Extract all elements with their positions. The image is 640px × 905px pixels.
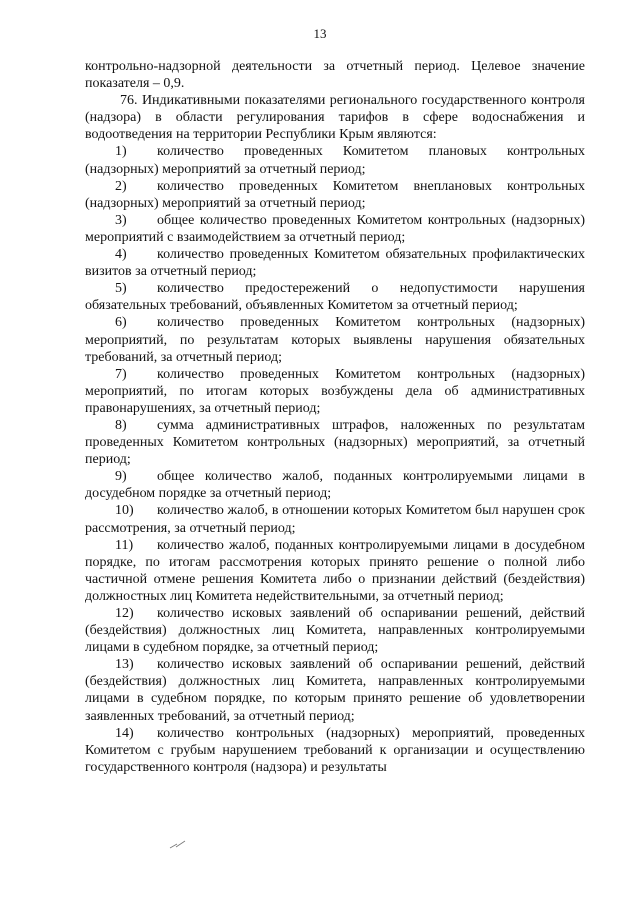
item-text: количество контрольных (надзорных) мероприятий, проведенных Комитетом с грубым нарушением требований к организации и осуществлению государственного контроля (надзора) и результаты xyxy=(85,725,585,775)
list-item xyxy=(85,605,585,656)
list-item xyxy=(85,725,585,776)
item-text: общее количество жалоб, поданных контролируемыми лицами в досудебном порядке за отчетный период; xyxy=(85,469,585,502)
paragraph-76: 76. Индикативными показателями регионального государственного контроля (надзора) в области регулирования тарифов в сфере водоснабжения и водоотведения на территории Республики Крым являются: xyxy=(85,93,585,143)
item-number: 2) xyxy=(115,178,127,194)
item-number: 3) xyxy=(115,212,127,228)
item-number: 9) xyxy=(115,469,127,485)
item-number: 13) xyxy=(115,657,134,673)
item-text: количество проведенных Комитетом обязательных профилактических визитов за отчетный период; xyxy=(85,247,585,280)
list-item xyxy=(85,246,585,280)
item-number: 4) xyxy=(115,247,127,263)
item-text: сумма административных штрафов, наложенных по результатам проведенных Комитетом контрольных (надзорных) мероприятий, за отчетный период; xyxy=(85,417,585,468)
list-item xyxy=(85,537,585,605)
item-number: 8) xyxy=(115,417,127,433)
item-text: количество проведенных Комитетом плановых контрольных (надзорных) мероприятий за отчетный период; xyxy=(85,144,585,177)
item-text: количество предостережений о недопустимости нарушения обязательных требований, объявленных Комитетом за отчетный период; xyxy=(85,281,585,314)
list-item xyxy=(85,280,585,314)
item-number: 14) xyxy=(115,725,134,741)
list-item xyxy=(85,502,585,536)
item-text: количество исковых заявлений об оспаривании решений, действий (бездействия) должностных лиц Комитета, направленных контролируемыми лицами в судебном порядке, за отчетный период; xyxy=(85,606,585,656)
list-item xyxy=(85,143,585,177)
list-item xyxy=(85,314,585,365)
list-item xyxy=(85,417,585,468)
list-item xyxy=(85,468,585,502)
item-number: 12) xyxy=(115,606,134,621)
item-text: количество проведенных Комитетом контрольных (надзорных) мероприятий, по результатам которых выявлены нарушения обязательных требований, за отчетный период; xyxy=(85,315,585,365)
lead-paragraph: контрольно-надзорной деятельности за отчетный период. Целевое значение показателя – 0,9. xyxy=(85,59,585,92)
item-text: общее количество проведенных Комитетом контрольных (надзорных) мероприятий с взаимодействием за отчетный период; xyxy=(85,212,585,245)
list-item xyxy=(85,212,585,246)
list-item xyxy=(85,656,585,724)
item-text: количество проведенных Комитетом внеплановых контрольных (надзорных) мероприятий за отчетный период; xyxy=(85,178,585,211)
page-number: 13 xyxy=(313,26,327,41)
item-text: количество жалоб, поданных контролируемыми лицами в досудебном порядке, по итогам рассмотрения которых принято решение о полной либо частичной отмене решения Комитета либо о признании действий (бездействия) должностных лиц Комитета недействительными, за отчетный период; xyxy=(85,537,585,604)
item-number: 11) xyxy=(115,537,134,553)
item-number: 10) xyxy=(115,503,134,519)
list-item xyxy=(85,178,585,212)
item-text: количество проведенных Комитетом контрольных (надзорных) мероприятий, по итогам которых возбуждены дела об административных правонарушениях, за отчетный период; xyxy=(85,366,585,416)
item-text: количество жалоб, в отношении которых Комитетом был нарушен срок рассмотрения, за отчетный период; xyxy=(85,503,585,536)
item-text: количество исковых заявлений об оспаривании решений, действий (бездействия) должностных лиц Комитета, направленных контролируемыми лицами в судебном порядке, по которым принято решение об удовлетворении заявленных требований, за отчетный период; xyxy=(85,657,585,724)
item-number: 7) xyxy=(115,366,127,382)
list-item xyxy=(85,366,585,417)
item-number: 6) xyxy=(115,315,127,331)
item-number: 1) xyxy=(115,144,127,160)
item-number: 5) xyxy=(115,281,127,297)
document-body xyxy=(85,58,585,776)
pen-mark xyxy=(168,838,188,850)
